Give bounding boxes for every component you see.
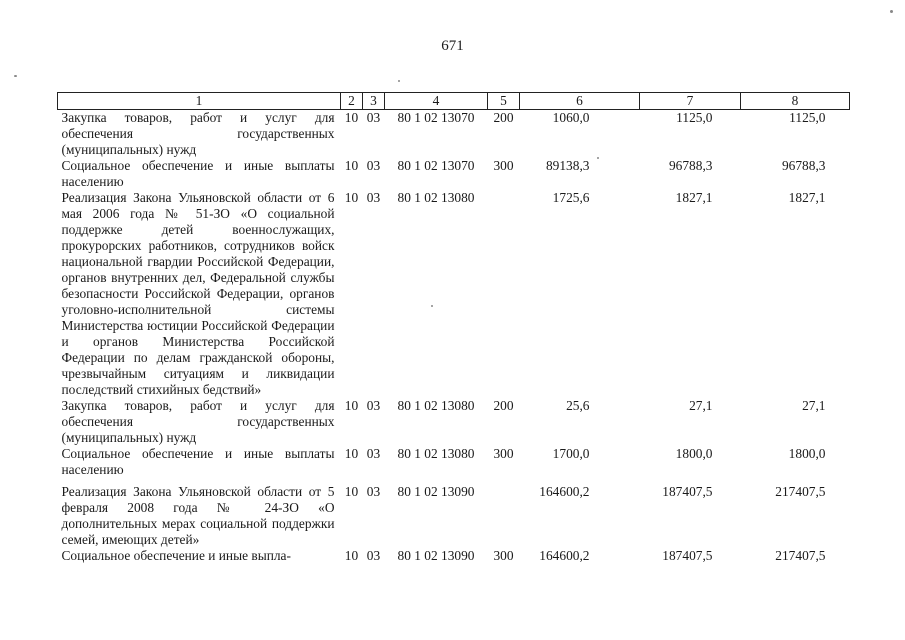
row-value-col7: 27,1 (689, 398, 713, 413)
row-value-col7: 1125,0 (676, 110, 713, 125)
table-row (58, 548, 850, 564)
row-value-col8: 1125,0 (789, 110, 826, 125)
row-section-code: 10 (344, 398, 359, 413)
row-expense-type: 300 (493, 158, 514, 173)
header-col-5: 5 (488, 93, 520, 110)
row-value-col8: 1800,0 (788, 446, 826, 461)
row-subsection-code: 03 (366, 158, 381, 173)
header-col-3: 3 (363, 93, 385, 110)
row-description: Социальное обеспечение и иные выплаты населению (61, 446, 335, 477)
header-col-6: 6 (520, 93, 640, 110)
table-row (58, 478, 850, 548)
header-row (58, 93, 850, 110)
table-row (58, 158, 850, 190)
row-expense-type: 300 (493, 548, 514, 563)
row-subsection-code: 03 (366, 446, 381, 461)
row-value-col7: 1827,1 (675, 190, 713, 205)
row-target-code: 80 1 02 13070 (397, 110, 475, 125)
header-col-4: 4 (385, 93, 488, 110)
row-description: Реализация Закона Ульяновской области от 5 февраля 2008 года № 24-ЗО «О дополнительных мерах социальной поддержки семей, имеющих детей» (61, 484, 335, 547)
row-subsection-code: 03 (366, 110, 381, 125)
row-value-col7: 187407,5 (662, 548, 713, 563)
scan-speck (398, 80, 400, 82)
row-expense-type: 300 (493, 446, 514, 461)
row-value-col6: 164600,2 (539, 484, 590, 499)
scan-speck (431, 305, 433, 307)
row-value-col6: 1060,0 (552, 110, 590, 125)
row-target-code: 80 1 02 13080 (397, 446, 475, 461)
row-section-code: 10 (344, 190, 359, 205)
row-target-code: 80 1 02 13080 (397, 398, 475, 413)
row-target-code: 80 1 02 13080 (397, 190, 475, 205)
row-target-code: 80 1 02 13090 (397, 548, 475, 563)
row-value-col8: 96788,3 (781, 158, 826, 173)
row-section-code: 10 (344, 484, 359, 499)
row-target-code: 80 1 02 13070 (397, 158, 475, 173)
row-section-code: 10 (344, 110, 359, 125)
row-value-col8: 27,1 (802, 398, 826, 413)
table-header (58, 93, 850, 110)
header-col-7: 7 (640, 93, 741, 110)
row-value-col6: 25,6 (566, 398, 590, 413)
row-value-col8: 217407,5 (775, 484, 826, 499)
row-value-col7: 96788,3 (668, 158, 713, 173)
row-expense-type (488, 478, 520, 548)
row-value-col6: 1725,6 (552, 190, 590, 205)
header-col-8: 8 (741, 93, 850, 110)
row-value-col7: 187407,5 (662, 484, 713, 499)
table-row (58, 398, 850, 446)
header-col-1: 1 (58, 93, 341, 110)
row-section-code: 10 (344, 446, 359, 461)
row-value-col8: 217407,5 (775, 548, 826, 563)
row-subsection-code: 03 (366, 190, 381, 205)
table-row (58, 446, 850, 478)
header-col-2: 2 (341, 93, 363, 110)
row-expense-type: 200 (493, 110, 514, 125)
row-value-col6: 89138,3 (545, 158, 590, 173)
row-value-col6: 1700,0 (552, 446, 590, 461)
table-row (58, 190, 850, 398)
row-section-code: 10 (344, 548, 359, 563)
scan-speck (890, 10, 893, 13)
row-expense-type: 200 (493, 398, 514, 413)
table-body (58, 110, 850, 565)
row-subsection-code: 03 (366, 548, 381, 563)
scan-speck (14, 75, 17, 77)
row-description: Закупка товаров, работ и услуг для обеспечения государственных (муниципальных) нужд (61, 110, 335, 157)
row-description: Закупка товаров, работ и услуг для обеспечения государственных (муниципальных) нужд (61, 398, 335, 445)
row-description: Реализация Закона Ульяновской области от 6 мая 2006 года № 51-ЗО «О социальной поддержке детей военнослужащих, прокурорских работников, сотрудников войск национальной гвардии Российской Федерации, органов внутренних дел, Федеральной службы безопасности Российской Федерации, органов уголовно-исполнительной системы Министерства юстиции Российской Федерации и органов Министерства Российской Федерации по делам гражданской обороны, чрезвычайным ситуациям и ликвидации последствий стихийных бедствий» (61, 190, 335, 397)
table-row (58, 110, 850, 159)
row-description: Социальное обеспечение и иные выплаты населению (61, 158, 335, 189)
row-target-code: 80 1 02 13090 (397, 484, 475, 499)
row-expense-type (488, 190, 520, 398)
row-value-col7: 1800,0 (675, 446, 713, 461)
scan-speck (597, 157, 599, 159)
row-value-col6: 164600,2 (539, 548, 590, 563)
page-number: 671 (441, 38, 464, 54)
row-subsection-code: 03 (366, 484, 381, 499)
budget-table (57, 92, 850, 564)
row-description: Социальное обеспечение и иные выпла- (61, 548, 291, 563)
row-value-col8: 1827,1 (788, 190, 826, 205)
row-subsection-code: 03 (366, 398, 381, 413)
row-section-code: 10 (344, 158, 359, 173)
